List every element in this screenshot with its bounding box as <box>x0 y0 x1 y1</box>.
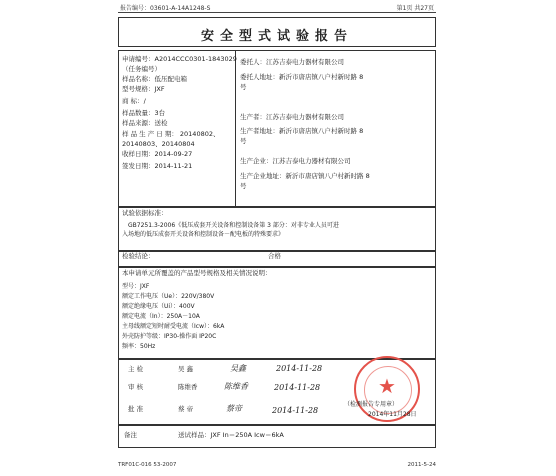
handwritten-signature: 吴鑫 <box>230 364 246 373</box>
footer-form-number: TRF01C-016 53-2007 <box>118 462 177 468</box>
footer-date: 2011-5-24 <box>407 462 436 468</box>
receive-date: 收样日期：2014-09-27 <box>122 150 193 158</box>
description-item: 频率：50Hz <box>122 343 156 350</box>
trademark: 商 标：/ <box>122 97 146 105</box>
standard-label: 试验依据标准： <box>122 209 168 217</box>
conclusion-label: 检验结论： <box>122 252 155 260</box>
standard-line-2: 入场地的低压成套开关设备和控制设备－配电板的特殊要求》 <box>122 231 285 238</box>
standard-line-1: GB7251.3-2006《低压成套开关设备和控制设备第 3 部分：对非专业人员可进 <box>128 222 339 229</box>
description-item: 型号：JXF <box>122 283 150 290</box>
signature-date: 2014-11-28 <box>276 364 323 373</box>
factory-address-cont: 号 <box>240 182 247 190</box>
info-divider <box>235 50 236 206</box>
description-heading: 本申请单元所覆盖的产品型号规格及相关情况说明： <box>122 269 272 277</box>
producer-address: 生产者地址：新沂市唐店镇八户村新时路 8 <box>240 127 364 135</box>
seal-caption: （检测报告专用章） <box>344 401 399 408</box>
report-number: 报告编号：03601-A-14A1248-S <box>120 5 211 12</box>
sample-quantity: 样品数量：3台 <box>122 109 166 117</box>
product-model: 型号规格：JXF <box>122 85 165 93</box>
issue-date: 签发日期：2014-11-21 <box>122 162 193 170</box>
task-number: （任务编号） <box>122 65 161 73</box>
conclusion-value: 合格 <box>268 252 281 260</box>
client-address-cont: 号 <box>240 83 247 91</box>
signature-role: 审 核 <box>128 383 144 391</box>
signature-date: 2014-11-28 <box>274 383 321 392</box>
header-rule <box>118 12 436 13</box>
description-item: 额定电流（In）：250A－10A <box>122 313 200 320</box>
factory-address: 生产企业地址：新沂市唐店镇八户村新时路 8 <box>240 172 370 180</box>
signature-name: 陈维香 <box>178 383 198 391</box>
note-text: 送试样品：JXF In＝250A Icw＝6kA <box>178 431 284 439</box>
signature-name: 蔡 帝 <box>178 405 194 413</box>
seal-star-icon: ★ <box>378 374 396 398</box>
signature-role: 主 检 <box>128 365 144 373</box>
signature-name: 吴 鑫 <box>178 365 194 373</box>
signature-role: 批 准 <box>128 405 144 413</box>
handwritten-signature: 蔡帝 <box>226 404 242 413</box>
client-address: 委托人地址：新沂市唐店镇八户村新时路 8 <box>240 73 364 81</box>
sample-source: 样品来源：送检 <box>122 119 168 127</box>
application-number: 申请编号：A2014CCC0301-1843029 <box>122 55 237 63</box>
description-item: 主母线额定短时耐受电流（Icw）：6kA <box>122 323 225 330</box>
client: 委托人：江苏吉泰电力器材有限公司 <box>240 58 344 66</box>
producer-address-cont: 号 <box>240 137 247 145</box>
production-date: 样 品 生 产 日 期： 20140802、 <box>122 130 220 138</box>
title-box <box>118 17 436 47</box>
producer: 生产者：江苏吉泰电力器材有限公司 <box>240 113 344 121</box>
report-sheet <box>118 0 436 476</box>
page-indicator: 第1页 共27页 <box>396 5 434 12</box>
factory: 生产企业：江苏吉泰电力器材有限公司 <box>240 157 351 165</box>
product-name: 样品名称：低压配电箱 <box>122 75 187 83</box>
description-item: 额定工作电压（Ue）：220V/380V <box>122 293 215 300</box>
signature-date: 2014-11-28 <box>272 406 319 415</box>
description-item: 额定绝缘电压（Ui）：400V <box>122 303 195 310</box>
handwritten-signature: 陈维香 <box>224 382 248 391</box>
report-title: 安全型式试验报告 <box>200 29 353 44</box>
description-item: 外壳防护等级：IP30-操作面 IP20C <box>122 333 217 340</box>
seal-date: 2014年11月28日 <box>368 411 417 418</box>
note-label: 备注 <box>124 431 137 439</box>
production-date-cont: 20140803、20140804 <box>122 140 195 148</box>
